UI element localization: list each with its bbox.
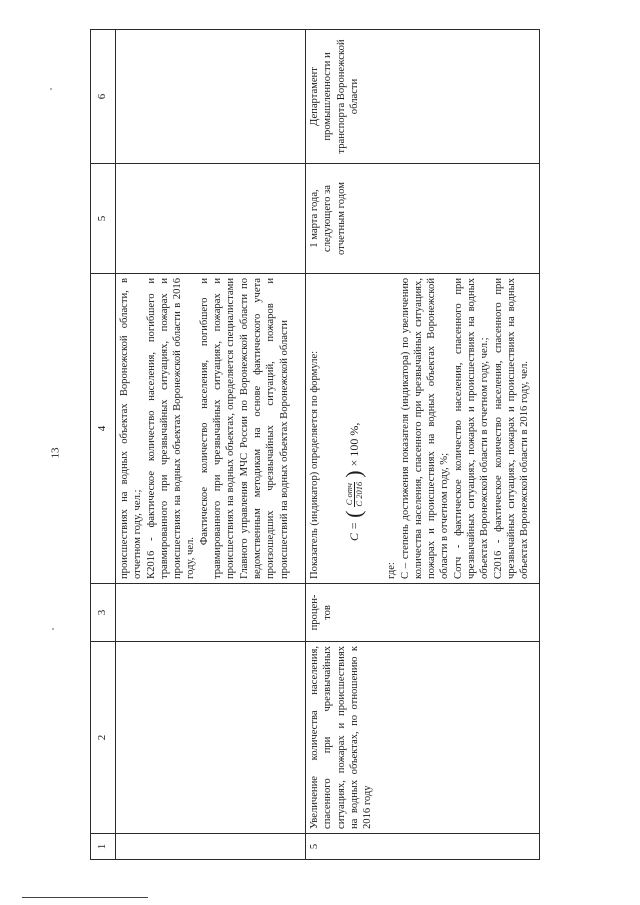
method-text: происшествиях на водных объектах Воронежской области, в отчетном году, чел.; bbox=[119, 278, 144, 579]
method-note: Фактическое количество населения, погибшего и травмированного при чрезвычайных ситуациях, пожарах и происшествиях на водных объектах, определяется специалистами Главного управления МЧС России по Воронежской области по ведомственным методикам на основе фактического учета произошедших чрезвычайных ситуаций, пожаров и происшествий на водных объектах Воронежской области bbox=[198, 278, 290, 579]
header-cell: 1 bbox=[91, 834, 116, 860]
scan-speck bbox=[50, 88, 52, 90]
formula-numerator: C отч bbox=[343, 483, 354, 506]
formula-tail: × 100 %, bbox=[346, 422, 361, 467]
row-number: 5 bbox=[306, 834, 540, 860]
definition-k2016: К2016 - фактическое количество населения, погибшего и травмированного при чрезвычайных ситуациях, пожарах и происшествиях на водных объектах Воронежской области в 2016 году, чел. bbox=[145, 278, 197, 579]
table-row-5 bbox=[306, 30, 540, 860]
unit-of-measure: процен-тов bbox=[306, 584, 540, 642]
method-continuation-cell bbox=[116, 274, 306, 584]
table-header-row bbox=[91, 30, 116, 860]
formula-denominator: C 2016 bbox=[353, 481, 364, 507]
scan-speck bbox=[52, 628, 54, 630]
definition-c2016: С2016 - фактическое количество населения, спасенного при чрезвычайных ситуациях, пожарах и происшествиях на водных объектах Воронежской области в 2016 году, чел. bbox=[492, 278, 531, 579]
cell-empty bbox=[116, 642, 306, 834]
cell-empty bbox=[116, 30, 306, 164]
header-cell: 2 bbox=[91, 642, 116, 834]
responsible-department: Департамент промышленности и транспорта Воронежской области bbox=[306, 30, 540, 164]
cell-empty bbox=[116, 164, 306, 274]
formula-paren-open: ( bbox=[341, 510, 367, 518]
cell-empty bbox=[116, 584, 306, 642]
page-number: 13 bbox=[49, 447, 62, 459]
formula-lhs: C = bbox=[346, 521, 361, 541]
header-cell: 5 bbox=[91, 164, 116, 274]
formula-fraction bbox=[345, 482, 364, 507]
rotated-table-frame bbox=[90, 30, 540, 860]
table-row-continuation bbox=[116, 30, 306, 860]
where-label: где: bbox=[386, 562, 398, 579]
cell-empty bbox=[116, 834, 306, 860]
definition-cotch: Сотч - фактическое количество населения, спасенного при чрезвычайных ситуациях, пожарах и происшествиях на водных объектах Воронежской области в отчетном году, чел.; bbox=[452, 278, 491, 579]
formula-paren-close: ) bbox=[341, 470, 367, 478]
indicators-table bbox=[90, 29, 540, 860]
indicator-name: Увеличение количества населения, спасенного при чрезвычайных ситуациях, пожарах и происшествиях на водных объектах, по отношению к 2016 году bbox=[306, 642, 540, 834]
header-cell: 4 bbox=[91, 274, 116, 584]
header-cell: 6 bbox=[91, 30, 116, 164]
calculation-method bbox=[306, 274, 540, 584]
reporting-deadline: 1 марта года, следующего за отчетным годом bbox=[306, 164, 540, 274]
formula-intro: Показатель (индикатор) определяется по формуле: bbox=[309, 350, 320, 579]
definition-c: С – степень достижения показателя (индикатора) по увеличению количества населения, спасенного при чрезвычайных ситуациях, пожарах и происшествиях на водных объектах Воронежской области в отчетном году, %; bbox=[399, 278, 451, 579]
formula bbox=[343, 278, 365, 541]
footnote-rule bbox=[22, 897, 148, 898]
header-cell: 3 bbox=[91, 584, 116, 642]
